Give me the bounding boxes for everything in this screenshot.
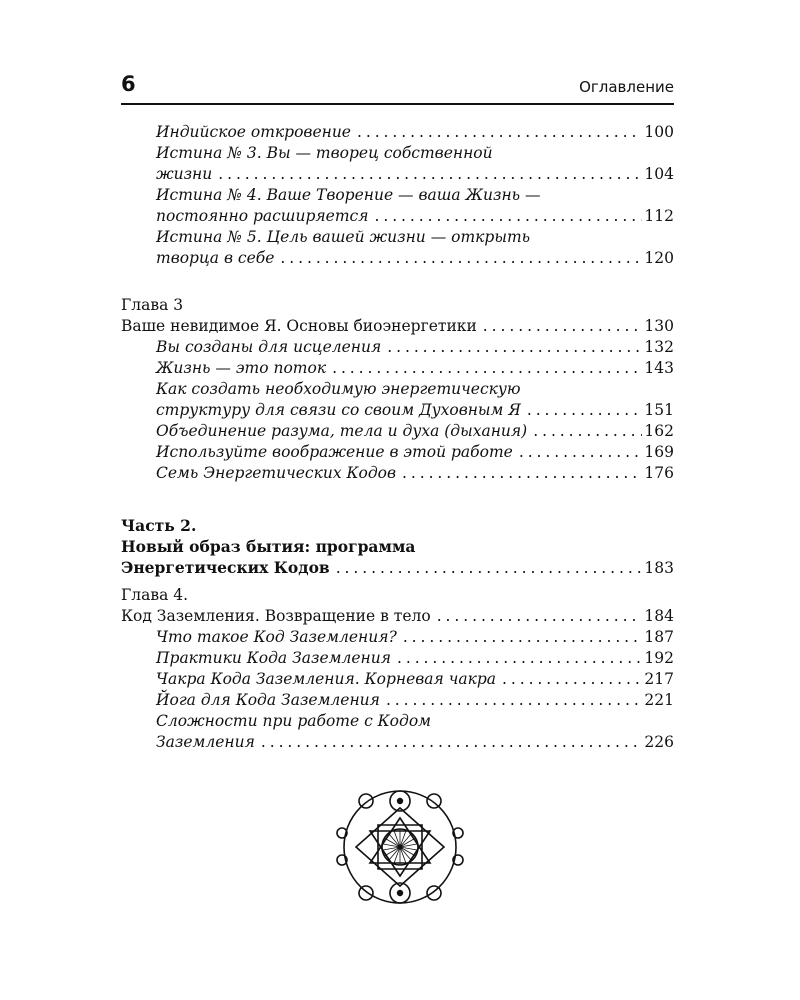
toc-entry[interactable]: [121, 122, 674, 143]
toc-entry-title: Жизнь — это поток: [156, 359, 327, 377]
chapter-page: 130: [644, 317, 674, 335]
toc-entry-page: 192: [644, 649, 674, 667]
toc-entry-title: Объединение разума, тела и духа (дыхания): [156, 422, 528, 440]
toc-entry-line1[interactable]: [121, 711, 674, 732]
toc-entry-page: 169: [644, 443, 674, 461]
leader-dots: [357, 122, 642, 143]
leader-dots: [527, 400, 643, 421]
toc-entry-title: Как создать необходимую энергетическую: [156, 380, 521, 398]
leader-dots: [218, 164, 642, 185]
toc-entry-page: 176: [644, 464, 674, 482]
toc-entry-title: творца в себе: [156, 249, 275, 267]
toc-entry-line1[interactable]: [121, 227, 674, 248]
toc-entry-title: Чакра Кода Заземления. Корневая чакра: [156, 670, 497, 688]
toc-entry-title: постоянно расширяется: [156, 207, 369, 225]
toc-entry-title: Вы созданы для исцеления: [156, 338, 382, 356]
toc-entry-page: 143: [644, 359, 674, 377]
leader-dots: [483, 316, 643, 337]
leader-dots: [519, 442, 643, 463]
toc-entry-page: 100: [644, 123, 674, 141]
leader-dots: [332, 358, 642, 379]
part-title-line2[interactable]: [121, 557, 674, 578]
toc-entry-title: структуру для связи со своим Духовным Я: [156, 401, 521, 419]
toc-entry-title: Истина № 5. Цель вашей жизни — открыть: [156, 228, 531, 246]
toc-entry[interactable]: [121, 421, 674, 442]
leader-dots: [336, 558, 643, 579]
mandala-ornament-icon: [330, 788, 470, 906]
page-header: [121, 70, 674, 100]
part-title-line1[interactable]: [121, 536, 674, 557]
part-title: Новый образ бытия: программа: [121, 537, 416, 556]
part-label: [121, 515, 674, 536]
chapter-entry[interactable]: [121, 606, 674, 627]
toc-entry-title: Заземления: [156, 733, 255, 751]
toc-entry-line2[interactable]: [121, 248, 674, 269]
chapter-title: Код Заземления. Возвращение в тело: [121, 607, 431, 625]
chapter-3-label: Глава 3: [121, 296, 184, 314]
leader-dots: [374, 206, 642, 227]
toc-entry-page: 162: [644, 422, 674, 440]
toc-entry-page: 132: [644, 338, 674, 356]
toc-entry-title: Йога для Кода Заземления: [156, 691, 380, 709]
header-rule: [121, 103, 674, 105]
leader-dots: [502, 669, 642, 690]
chapter-label: [121, 295, 674, 316]
toc-entry[interactable]: [121, 463, 674, 484]
leader-dots: [280, 248, 642, 269]
toc-entry-page: 112: [644, 207, 674, 225]
toc-entry-title: Сложности при работе с Кодом: [156, 712, 432, 730]
page-number: 6: [121, 72, 136, 96]
toc-entry[interactable]: [121, 648, 674, 669]
leader-dots: [402, 463, 642, 484]
toc-entry-page: 217: [644, 670, 674, 688]
toc-entry-page: 104: [644, 165, 674, 183]
running-title: Оглавление: [579, 78, 674, 96]
toc-entry-page: 120: [644, 249, 674, 267]
leader-dots: [533, 421, 642, 442]
chapter-4-label: Глава 4.: [121, 586, 189, 604]
leader-dots: [437, 606, 643, 627]
toc-entry-page: 151: [644, 401, 674, 419]
toc-entry-title: Истина № 3. Вы — творец собственной: [156, 144, 493, 162]
toc-entry-page: 221: [644, 691, 674, 709]
toc-entry-title: Индийское откровение: [156, 123, 351, 141]
part-2-label: Часть 2.: [121, 516, 197, 535]
toc-entry[interactable]: [121, 627, 674, 648]
toc-entry-line1[interactable]: [121, 379, 674, 400]
toc-entry[interactable]: [121, 337, 674, 358]
part-page: 183: [644, 559, 674, 577]
leader-dots: [397, 648, 642, 669]
toc-entry-page: 187: [644, 628, 674, 646]
leader-dots: [386, 690, 642, 711]
toc-entry-line2[interactable]: [121, 164, 674, 185]
toc-entry[interactable]: [121, 442, 674, 463]
leader-dots: [261, 732, 643, 753]
toc-entry-title: Что такое Код Заземления?: [156, 628, 397, 646]
toc-entry[interactable]: [121, 690, 674, 711]
toc-entry-line1[interactable]: [121, 185, 674, 206]
leader-dots: [387, 337, 642, 358]
table-of-contents: [121, 122, 674, 753]
toc-entry-line1[interactable]: [121, 143, 674, 164]
chapter-label: [121, 585, 674, 606]
toc-entry-title: Истина № 4. Ваше Творение — ваша Жизнь —: [156, 186, 541, 204]
toc-entry[interactable]: [121, 669, 674, 690]
toc-entry-title: Практики Кода Заземления: [156, 649, 391, 667]
toc-entry-title: жизни: [156, 165, 213, 183]
toc-entry-line2[interactable]: [121, 400, 674, 421]
toc-entry-title: Семь Энергетических Кодов: [156, 464, 397, 482]
toc-entry-line2[interactable]: [121, 206, 674, 227]
leader-dots: [403, 627, 643, 648]
toc-entry[interactable]: [121, 358, 674, 379]
toc-entry-title: Используйте воображение в этой работе: [156, 443, 513, 461]
toc-entry-page: 226: [644, 733, 674, 751]
toc-entry-line2[interactable]: [121, 732, 674, 753]
chapter-entry[interactable]: [121, 316, 674, 337]
part-title: Энергетических Кодов: [121, 558, 330, 577]
chapter-page: 184: [644, 607, 674, 625]
chapter-title: Ваше невидимое Я. Основы биоэнергетики: [121, 317, 477, 335]
